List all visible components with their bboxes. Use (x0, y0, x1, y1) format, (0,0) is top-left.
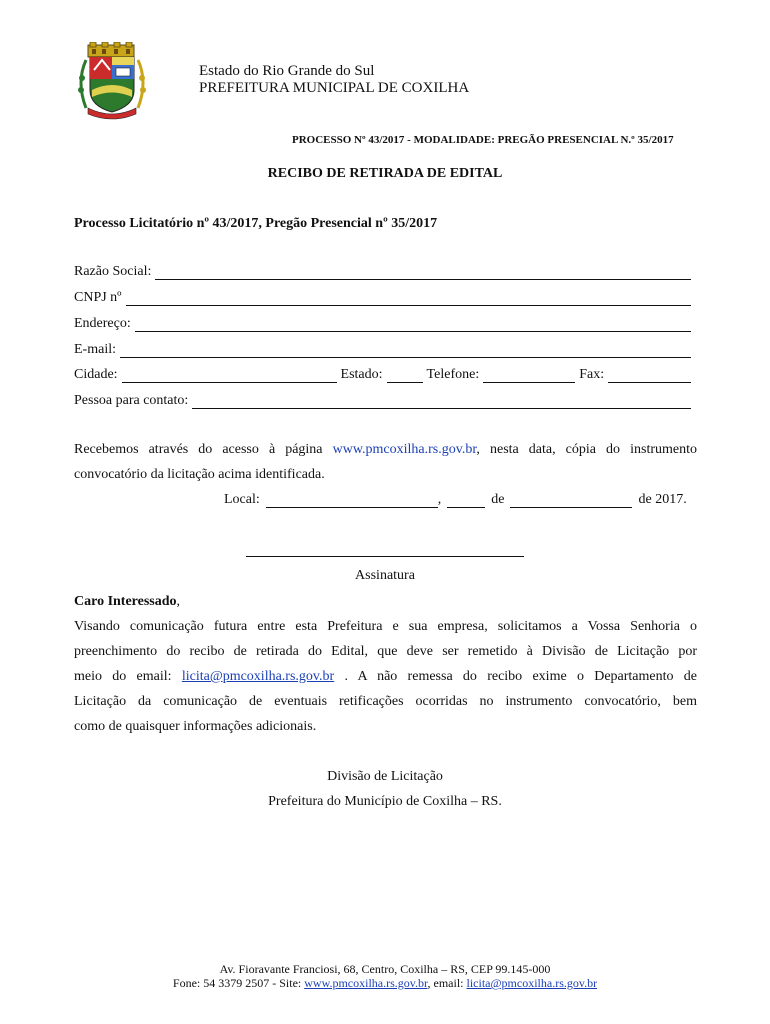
fax-blank[interactable] (608, 370, 691, 383)
receipt-text-b: , nesta data, cópia do instrumento (476, 442, 697, 457)
footer-address: Av. Fioravante Franciosi, 68, Centro, Coxilha – RS, CEP 99.145-000 (219, 962, 551, 976)
greeting-text: Caro Interessado (74, 594, 177, 609)
local-date-row (224, 492, 687, 508)
signature-line[interactable] (246, 556, 524, 557)
signature-label: Assinatura (355, 568, 415, 583)
contact-person-label: Pessoa para contato: (74, 393, 189, 408)
greeting-comma: , (176, 594, 181, 609)
notice-line-3-a: meio do email: (74, 669, 172, 684)
email-label: E-mail: (74, 342, 116, 357)
de-label-1: de (491, 492, 505, 507)
razao-social-blank[interactable] (155, 267, 691, 280)
process-line: PROCESSO Nº 43/2017 - MODALIDADE: PREGÃO PRESENCIAL N.º 35/2017 (292, 134, 674, 146)
contact-person-blank[interactable] (192, 396, 691, 409)
document-title: RECIBO DE RETIRADA DE EDITAL (267, 166, 503, 181)
footer-email-prefix: , email: (427, 976, 464, 990)
contact-person-field[interactable] (74, 393, 691, 409)
footer-site-link[interactable]: www.pmcoxilha.rs.gov.br (304, 976, 428, 990)
year-label: de 2017. (638, 492, 687, 507)
email-link[interactable]: licita@pmcoxilha.rs.gov.br (181, 669, 335, 684)
receipt-line-2: convocatório da licitação acima identificada. (74, 467, 325, 482)
prefecture-name: PREFEITURA MUNICIPAL DE COXILHA (199, 80, 470, 96)
razao-social-field[interactable] (74, 264, 691, 280)
local-blank[interactable] (266, 495, 438, 508)
municipality-name: Prefeitura do Município de Coxilha – RS. (268, 794, 502, 809)
notice-line-4: Licitação da comunicação de eventuais retificações ocorridas no instrumento convocatório, bem (74, 694, 697, 709)
footer-phone: Fone: 54 3379 2507 - Site: (172, 976, 302, 990)
razao-social-label: Razão Social: (74, 264, 152, 279)
notice-line-5: como de quaisquer informações adicionais. (74, 719, 317, 734)
endereco-blank[interactable] (135, 319, 691, 332)
cidade-blank[interactable] (122, 370, 337, 383)
estado-label: Estado: (340, 367, 383, 382)
state-name: Estado do Rio Grande do Sul (199, 63, 375, 79)
cnpj-blank[interactable] (126, 293, 691, 306)
telefone-label: Telefone: (426, 367, 480, 382)
email-blank[interactable] (120, 345, 691, 358)
notice-line-2: preenchimento do recibo de retirada do Edital, que deve ser remetido à Divisão de Licitação por (74, 644, 697, 659)
cidade-label: Cidade: (74, 367, 118, 382)
notice-line-3 (74, 669, 697, 685)
site-link[interactable]: www.pmcoxilha.rs.gov.br (332, 442, 477, 457)
email-field[interactable] (74, 342, 691, 358)
receipt-line-1 (74, 442, 697, 458)
footer-contact (0, 976, 770, 990)
local-comma: , (437, 492, 442, 507)
endereco-field[interactable] (74, 316, 691, 332)
process-subtitle: Processo Licitatório nº 43/2017, Pregão Presencial nº 35/2017 (74, 216, 438, 231)
day-blank[interactable] (447, 495, 485, 508)
notice-line-1: Visando comunicação futura entre esta Prefeitura e sua empresa, solicitamos a Vossa Senhoria o (74, 619, 697, 634)
local-label: Local: (224, 492, 260, 507)
coat-of-arms-logo (72, 42, 152, 122)
cnpj-label: CNPJ nº (74, 290, 122, 305)
division-name: Divisão de Licitação (327, 769, 443, 784)
greeting (74, 594, 180, 610)
receipt-text-a: Recebemos através do acesso à página (74, 442, 323, 457)
footer-email-link[interactable]: licita@pmcoxilha.rs.gov.br (466, 976, 598, 990)
notice-line-3-b: . A não remessa do recibo exime o Departamento de (344, 669, 698, 684)
city-row (74, 367, 691, 383)
cnpj-field[interactable] (74, 290, 691, 306)
month-blank[interactable] (510, 495, 632, 508)
estado-blank[interactable] (387, 370, 423, 383)
endereco-label: Endereço: (74, 316, 131, 331)
telefone-blank[interactable] (483, 370, 575, 383)
fax-label: Fax: (579, 367, 605, 382)
